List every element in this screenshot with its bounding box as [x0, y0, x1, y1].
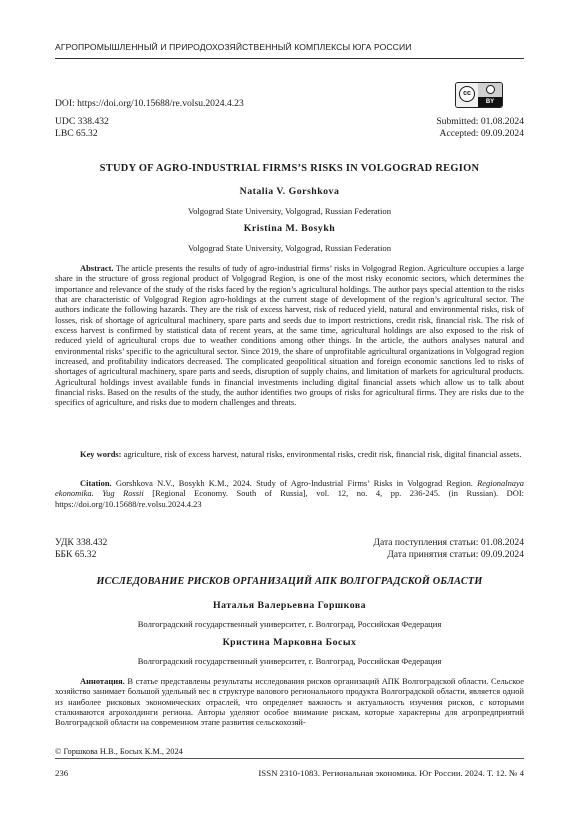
running-head: АГРОПРОМЫШЛЕННЫЙ И ПРИРОДОХОЗЯЙСТВЕННЫЙ КОМПЛЕКСЫ ЮГА РОССИИ [55, 42, 412, 52]
doi-line[interactable]: DOI: https://doi.org/10.15688/re.volsu.2024.4.23 [55, 98, 244, 109]
udk-code: УДК 338.432 [55, 537, 108, 548]
bbk-code: ББК 65.32 [55, 549, 97, 560]
accepted-date-ru: Дата принятия статьи: 09.09.2024 [387, 549, 524, 560]
cc-logo-icon: cc [459, 86, 475, 102]
affiliation-2-en: Volgograd State University, Volgograd, Russian Federation [187, 243, 392, 253]
by-label: BY [478, 97, 502, 107]
citation-text-1: Gorshkova N.V., Bosykh K.M., 2024. Study of Agro-Industrial Firms’ Risks in Volgograd Region. [115, 478, 473, 488]
abstract-text-ru: В статье представлены результаты исследования рисков организаций АПК Волгоградской области. Сельское хозяйство занимает большой удельный вес в структуре валового регионального продукта Волгоградской области, является одной из наиболее рисковых экономических отраслей, что определяет важность и актуальность изучения рисков, с которыми сталкиваются агрохолдинги региона. Авторы уделяют особое внимание рискам, которые характерны для агропредприятий Волгоградской области на современном этапе развития сельскохозяй- [55, 676, 524, 728]
cc-by-license-icon[interactable] [455, 82, 503, 108]
abstract-label-en: Abstract. [80, 263, 114, 273]
footer-rule [55, 758, 524, 759]
submitted-date: Submitted: 01.08.2024 [436, 116, 524, 127]
abstract-text-en: The article presents the results of tudy of agro-industrial firms’ risks in Volgograd Region. Agriculture occupies a large share in the structure of gross regional product of Volgograd Region, is one of the most risky economic sectors, which determines the importance and relevance of the study of the risks faced by the region’s agricultural holdings. The author pays special attention to the risks that are characteristic of Volgograd Region agro-holdings at the current stage of development of the region’s agricultural sector. The authors indicate the following hazards. They are the risk of excess harvest, risk of reduced yield, natural and environmental risks, risk of losses, risk of shortage of agricultural machinery, spare parts and seeds due to import restrictions, credit risk, financial risk. The risk of excess harvest is confirmed by statistical data of recent years, at the same time, agricultural holdings are also exposed to the risk of reduced yield of agricultural crops due to weather conditions among other things. In the article, the authors analyses natural and environmental risks’ specific to the agricultural sector. Since 2019, the share of unprofitable agricultural organizations in Volgograd region increased, and profitability indicators decreased. The complicated geopolitical situation and foreign economic sanctions led to risks of shortages of agricultural machinery, spare parts and seeds, disruption of supply chains, and limitation of markets for agricultural products. Agricultural holdings invest available funds in financial investments including digital financial assets which allow us to talk about financial risks. Based on the results of the study, the author identifies two groups of risks for agricultural firms. They are risks due to the specifics of agriculture, and risks due to modern challenges and threats. [55, 263, 524, 408]
cc-icon-right [478, 83, 502, 107]
affiliation-2-ru: Волгоградский государственный университет, г. Волгоград, Российская Федерация [137, 656, 442, 666]
citation [55, 478, 524, 509]
author-2-ru: Кристина Марковна Босых [222, 637, 357, 648]
article-title-ru: ИССЛЕДОВАНИЕ РИСКОВ ОРГАНИЗАЦИЙ АПК ВОЛГОГРАДСКОЙ ОБЛАСТИ [96, 576, 483, 587]
affiliation-1-ru: Волгоградский государственный университет, г. Волгоград, Российская Федерация [137, 619, 442, 629]
citation-label: Citation. [80, 478, 112, 488]
received-date-ru: Дата поступления статьи: 01.08.2024 [373, 537, 524, 548]
citation-text-2: [Regional Economy. South of Russia], vol. 12, no. 4, pp. 236-245. (in Russian). DOI: https://doi.org/10.15688/re.volsu.2024.4.23 [55, 488, 525, 509]
citation-journal: Regionalnaya ekonomika. Yug Rossii [55, 478, 524, 499]
lbc-code: LBC 65.32 [55, 128, 98, 139]
abstract-ru [55, 676, 524, 728]
keywords-label-en: Key words: [80, 449, 122, 459]
author-1-en: Natalia V. Gorshkova [239, 186, 340, 197]
abstract-label-ru: Аннотация. [80, 676, 125, 686]
keywords-en [55, 449, 524, 459]
udc-code: UDC 338.432 [55, 116, 109, 127]
keywords-text-en: agriculture, risk of excess harvest, natural risks, environmental risks, credit risk, financial risk, digital financial assets. [123, 449, 522, 459]
page-number: 236 [55, 768, 69, 778]
author-1-ru: Наталья Валерьевна Горшкова [212, 600, 367, 611]
affiliation-1-en: Volgograd State University, Volgograd, Russian Federation [187, 206, 392, 216]
author-2-en: Kristina M. Bosykh [243, 223, 336, 234]
attribution-person-icon [486, 85, 495, 94]
abstract-en [55, 263, 524, 408]
copyright-note: © Горшкова Н.В., Босых К.М., 2024 [55, 747, 183, 756]
header-rule [55, 58, 524, 59]
cc-icon-left [456, 83, 478, 107]
issn-line: ISSN 2310-1083. Региональная экономика. Юг России. 2024. Т. 12. № 4 [258, 768, 524, 778]
article-title-en: STUDY OF AGRO-INDUSTRIAL FIRMS’S RISKS IN VOLGOGRAD REGION [99, 163, 480, 174]
accepted-date: Accepted: 09.09.2024 [439, 128, 524, 139]
